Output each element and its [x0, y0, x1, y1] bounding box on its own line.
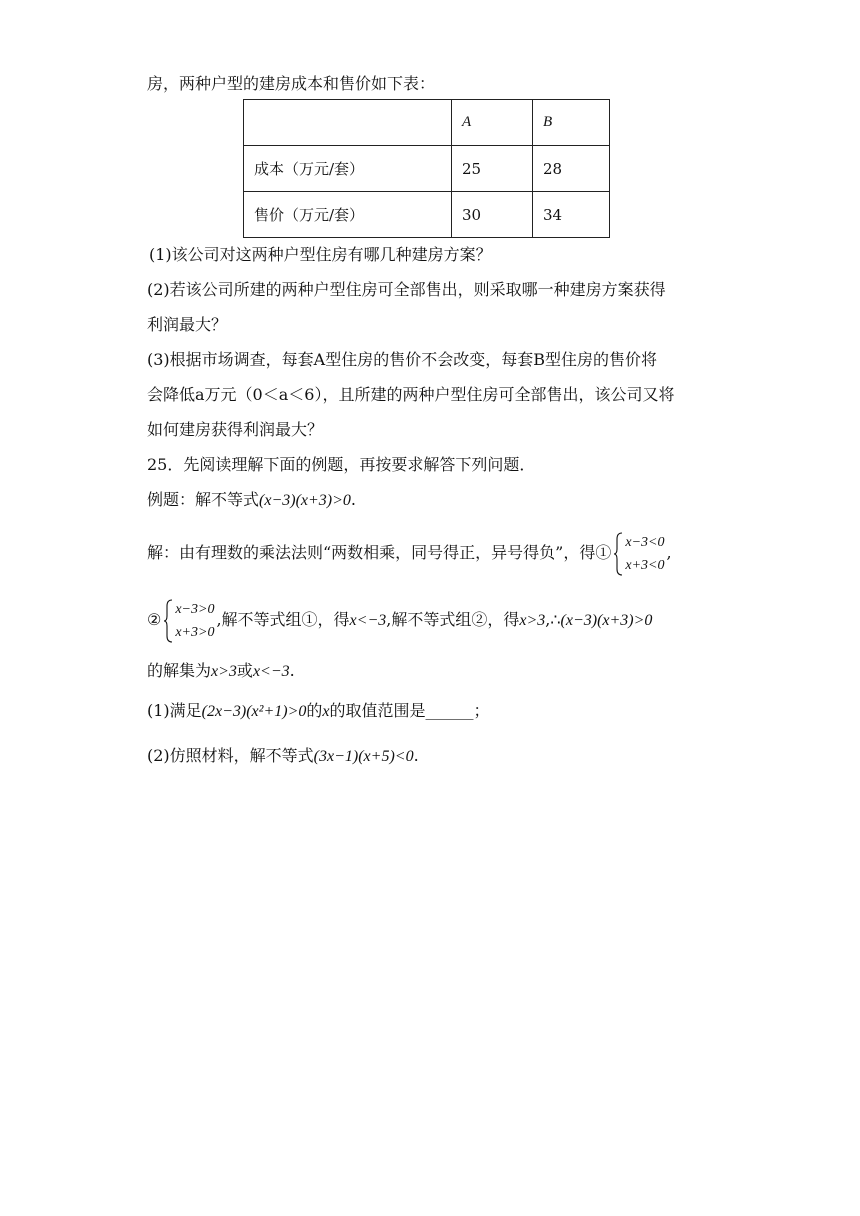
q24-part3-line1: (3)根据市场调查，每套A型住房的售价不会改变，每套B型住房的售价将	[147, 350, 657, 369]
inequality-system-2	[163, 598, 214, 644]
question-text: (1)满足	[147, 701, 202, 720]
table-cell: 28	[533, 146, 610, 192]
system2-row: x+3>0	[175, 624, 215, 640]
math-expression: x<−3	[349, 612, 387, 629]
math-expression: (x−3)(x+3)>0	[560, 612, 653, 629]
q24-part2-line2: 利润最大？	[147, 315, 228, 334]
brace-icon	[613, 531, 623, 577]
q24-part3-line2: 会降低a万元（0＜a＜6），且所建的两种户型住房可全部售出，该公司又将	[147, 385, 675, 404]
math-expression: (3x−1)(x+5)<0	[313, 748, 414, 765]
example-label: 例题：解不等式	[147, 490, 260, 509]
solution-text: 的解集为	[147, 661, 212, 680]
circle-two: ②	[147, 610, 162, 629]
table-cell: 25	[452, 146, 533, 192]
table-row	[244, 192, 610, 238]
example-expression: (x−3)(x+3)>0	[259, 492, 351, 509]
period: .	[413, 746, 419, 765]
question-text: 的	[306, 701, 323, 720]
system1-row: x−3<0	[625, 534, 665, 550]
q25-solution-line2	[147, 597, 652, 643]
table-header-cell: B	[533, 100, 610, 146]
q25-title: 25．先阅读理解下面的例题，再按要求解答下列问题．	[147, 455, 536, 474]
period: .	[289, 661, 295, 680]
question-text: (2)仿照材料，解不等式	[147, 746, 314, 765]
q24-part1: (1)该公司对这两种户型住房有哪几种建房方案？	[149, 245, 492, 264]
q25-solution-line1: 解：由有理数的乘法法则“两数相乘，同号得正，异号得负”，得① x−3<0 x+3<0 ,	[147, 530, 672, 576]
q25-part2	[147, 745, 419, 768]
q24-part3-line3: 如何建房获得利润最大？	[147, 420, 324, 439]
table-row-label: 成本（万元/套）	[244, 146, 452, 192]
table-header-row	[244, 100, 610, 146]
table-cell: 30	[452, 192, 533, 238]
q25-solution-line3	[147, 660, 295, 683]
math-expression: x>3	[211, 663, 237, 680]
therefore-symbol: ,∴	[545, 610, 561, 629]
table-header-cell	[244, 100, 452, 146]
math-variable: x	[322, 703, 330, 720]
solution-text: ,解不等式组②，得	[386, 610, 520, 629]
inequality-system-1	[613, 531, 664, 577]
table-row-label: 售价（万元/套）	[244, 192, 452, 238]
period: .	[350, 490, 357, 509]
solution-text: 或	[236, 661, 253, 680]
solution-text: ,解不等式组①，得	[216, 610, 350, 629]
system1-row: x+3<0	[625, 557, 665, 573]
math-expression: x>3	[519, 612, 546, 629]
table-row	[244, 146, 610, 192]
math-expression: x<−3	[252, 663, 290, 680]
question-text: 的取值范围是______；	[329, 701, 490, 720]
cost-price-table	[243, 99, 610, 238]
solution-intro: 解：由有理数的乘法法则“两数相乘，同号得正，异号得负”，得①	[147, 543, 612, 562]
math-expression: (2x−3)(x²+1)>0	[201, 703, 307, 720]
table-header-cell: A	[452, 100, 533, 146]
intro-text: 房，两种户型的建房成本和售价如下表：	[147, 74, 436, 93]
q24-part2-line1: (2)若该公司所建的两种户型住房可全部售出，则采取哪一种建房方案获得	[147, 280, 666, 299]
system2-row: x−3>0	[175, 601, 215, 617]
table-cell: 34	[533, 192, 610, 238]
q25-part1	[147, 700, 490, 723]
brace-icon	[163, 598, 173, 644]
q25-example	[147, 489, 356, 512]
